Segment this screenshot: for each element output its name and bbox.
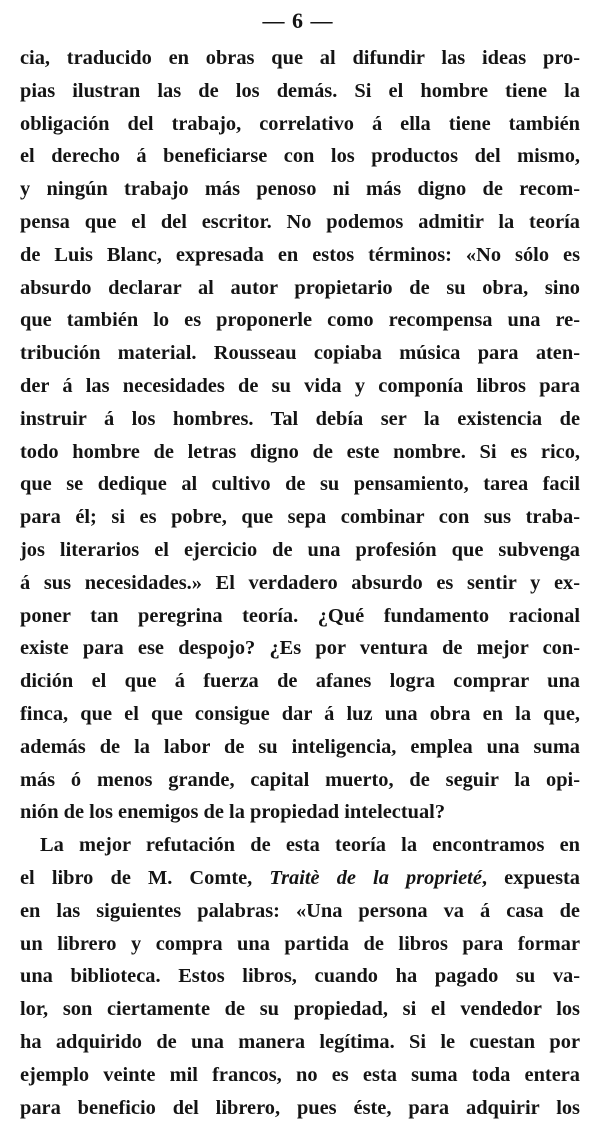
text-line: además de la labor de su inteligencia, emplea una suma xyxy=(20,731,580,764)
text-line: poner tan peregrina teoría. ¿Qué fundamento racional xyxy=(20,600,580,633)
paragraph-1 xyxy=(20,42,580,829)
text-line: el derecho á beneficiarse con los productos del mismo, xyxy=(20,140,580,173)
text-line: una biblioteca. Estos libros, cuando ha pagado su va- xyxy=(20,960,580,993)
text-line: pensa que el del escritor. No podemos admitir la teoría xyxy=(20,206,580,239)
text-line: más ó menos grande, capital muerto, de seguir la opi- xyxy=(20,764,580,797)
text-line: obligación del trabajo, correlativo á ella tiene también xyxy=(20,108,580,141)
paragraph-2 xyxy=(20,829,580,1124)
text-line: pias ilustran las de los demás. Si el hombre tiene la xyxy=(20,75,580,108)
text-line: ejemplo veinte mil francos, no es esta suma toda entera xyxy=(20,1059,580,1092)
text-line: finca, que el que consigue dar á luz una obra en la que, xyxy=(20,698,580,731)
text-line: para él; si es pobre, que sepa combinar con sus traba- xyxy=(20,501,580,534)
text-line: un librero y compra una partida de libros para formar xyxy=(20,928,580,961)
page-number: — 6 — xyxy=(0,6,596,36)
text-line: á sus necesidades.» El verdadero absurdo es sentir y ex- xyxy=(20,567,580,600)
text-line-with-title xyxy=(20,862,580,895)
text-line: para beneficio del librero, pues éste, para adquirir los xyxy=(20,1092,580,1124)
text-line: ha adquirido de una manera legítima. Si le cuestan por xyxy=(20,1026,580,1059)
text-line: dición el que á fuerza de afanes logra comprar una xyxy=(20,665,580,698)
text-line: jos literarios el ejercicio de una profesión que subvenga xyxy=(20,534,580,567)
text-line: existe para ese despojo? ¿Es por ventura de mejor con- xyxy=(20,632,580,665)
text-line: der á las necesidades de su vida y componía libros para xyxy=(20,370,580,403)
text-line: lor, son ciertamente de su propiedad, si el vendedor los xyxy=(20,993,580,1026)
text-line: todo hombre de letras digno de este nombre. Si es rico, xyxy=(20,436,580,469)
text-fragment: el libro de M. Comte, xyxy=(20,867,269,889)
book-title: Traitè de la proprieté xyxy=(269,867,482,889)
text-line: que también lo es proponerle como recompensa una re- xyxy=(20,304,580,337)
text-line: nión de los enemigos de la propiedad intelectual? xyxy=(20,796,580,829)
body-text xyxy=(20,42,580,1124)
text-fragment: , expuesta xyxy=(482,867,580,889)
text-line: tribución material. Rousseau copiaba música para aten- xyxy=(20,337,580,370)
text-line: cia, traducido en obras que al difundir las ideas pro- xyxy=(20,42,580,75)
text-line: de Luis Blanc, expresada en estos términos: «No sólo es xyxy=(20,239,580,272)
text-line: y ningún trabajo más penoso ni más digno de recom- xyxy=(20,173,580,206)
text-line: absurdo declarar al autor propietario de su obra, sino xyxy=(20,272,580,305)
text-line: instruir á los hombres. Tal debía ser la existencia de xyxy=(20,403,580,436)
text-line: La mejor refutación de esta teoría la encontramos en xyxy=(20,829,580,862)
text-line: en las siguientes palabras: «Una persona va á casa de xyxy=(20,895,580,928)
text-line: que se dedique al cultivo de su pensamiento, tarea facil xyxy=(20,468,580,501)
